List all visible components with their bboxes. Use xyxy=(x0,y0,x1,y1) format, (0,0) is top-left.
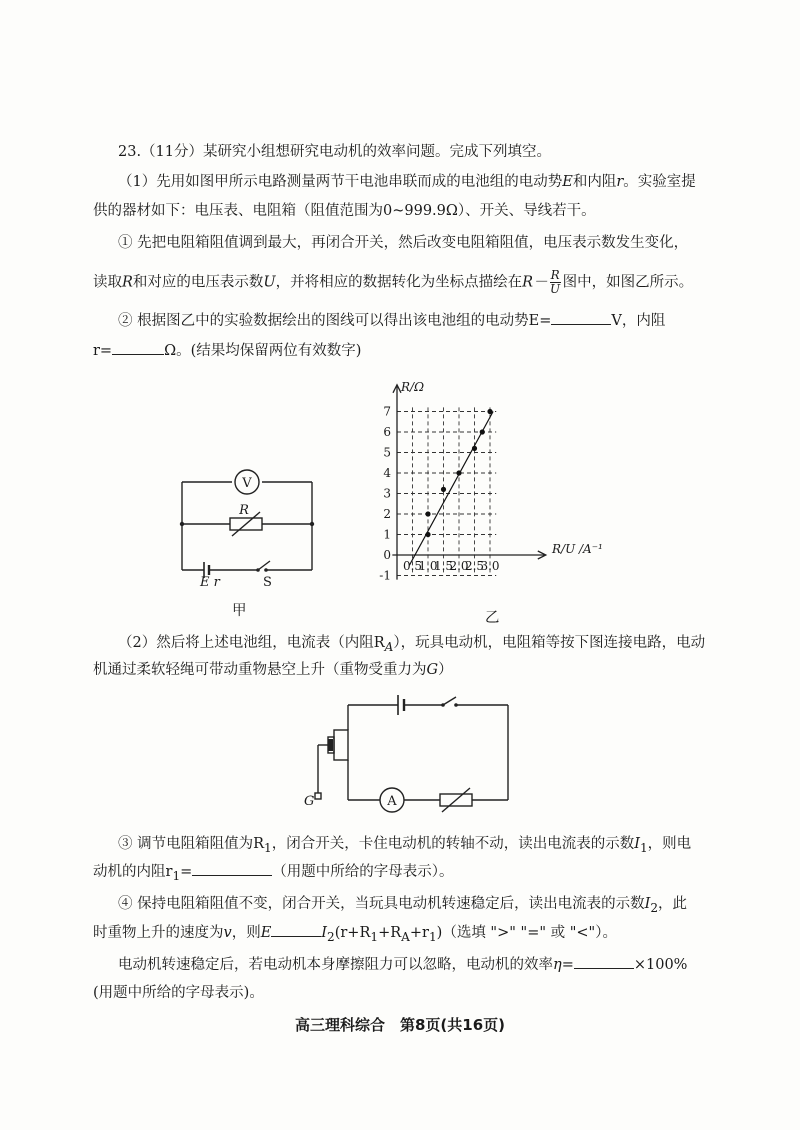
data-point xyxy=(472,446,477,451)
ammeter-label: A xyxy=(387,794,397,809)
x-tick-label: 3.0 xyxy=(480,559,500,573)
weight-label: G xyxy=(304,794,315,809)
y-tick-label: 2 xyxy=(383,507,391,521)
y-tick-label: 6 xyxy=(383,425,391,439)
step4-line2: 时重物上升的速度为v，则E $I_2(r+R_1+R_A+r_1)$（选填 ">" "=" 或 "<"）。 xyxy=(93,925,617,944)
part1-line1: （1）先用如图甲所示电路测量两节干电池串联而成的电池组的电动势E和内阻r。实验室提 xyxy=(118,174,696,190)
x-tick-label: 1.0 xyxy=(418,559,438,573)
fit-line xyxy=(409,412,493,566)
circuit-diagram-motor xyxy=(300,685,530,820)
data-point xyxy=(456,470,461,475)
r-over-u-fraction: $\frac{R}{U}$ xyxy=(550,268,561,296)
y-tick-label: 3 xyxy=(383,486,391,501)
data-point xyxy=(441,487,446,492)
question-header: 23.（11分）某研究小组想研究电动机的效率问题。完成下列填空。 xyxy=(118,144,552,160)
efficiency-line1: 电动机转速稳定后，若电动机本身摩擦阻力可以忽略，电动机的效率η= ×100% xyxy=(118,957,688,973)
x-tick-label: 2.5 xyxy=(464,559,485,573)
step1-line2: 读取R和对应的电压表示数U，并将相应的数据转化为坐标点描绘在R－ $\frac{R}{U}$ 图中，如图乙所示。 xyxy=(93,268,694,296)
efficiency-answer-blank[interactable] xyxy=(574,968,634,969)
y-tick-label: 7 xyxy=(383,404,391,419)
x-tick-label: 2.0 xyxy=(449,559,469,573)
step2-line2: r= Ω。(结果均保留两位有效数字) xyxy=(93,343,362,359)
part2-line1: （2）然后将上述电池组，电流表（内阻$R_A$），玩具电动机，电阻箱等按下图连接电路，电动 xyxy=(118,635,706,654)
resistor-label: R xyxy=(239,503,249,518)
part2-line2: 机通过柔软轻绳可带动重物悬空上升（重物受重力为G） xyxy=(93,662,453,678)
efficiency-line2: (用题中所给的字母表示)。 xyxy=(93,985,264,1001)
voltmeter-label: V xyxy=(242,476,252,491)
y-tick-label: -1 xyxy=(379,568,391,583)
chart-yi xyxy=(360,365,620,595)
emf-answer-blank[interactable] xyxy=(551,324,611,325)
comparison-answer-blank[interactable] xyxy=(271,936,321,937)
step1-line1: ① 先把电阻箱阻值调到最大，再闭合开关，然后改变电阻箱阻值，电压表示数发生变化， xyxy=(118,235,689,251)
circuit-diagram-jia xyxy=(170,460,330,595)
data-point xyxy=(425,532,430,537)
motor-resistance-answer-blank[interactable] xyxy=(192,875,272,876)
x-tick-label: 1.5 xyxy=(433,559,454,573)
step3-line1: ③ 调节电阻箱阻值为$R_1$，闭合开关，卡住电动机的转轴不动，读出电流表的示数$I_1$，则电 xyxy=(118,836,692,855)
data-point xyxy=(425,511,430,516)
switch-label: S xyxy=(263,575,272,590)
page-footer: 高三理科综合 第8页(共16页) xyxy=(294,1016,506,1034)
y-axis-label: R/Ω xyxy=(401,379,425,394)
caption-jia: 甲 xyxy=(232,603,247,619)
x-tick-label: 0.5 xyxy=(402,559,423,573)
x-axis-label: R/U /A⁻¹ xyxy=(552,542,603,556)
step2-line1: ② 根据图乙中的实验数据绘出的图线可以得出该电池组的电动势E= V，内阻 xyxy=(118,313,666,329)
y-tick-label: 1 xyxy=(383,527,391,542)
battery-label: E r xyxy=(200,575,220,590)
data-point xyxy=(480,429,485,434)
y-tick-label: 5 xyxy=(383,445,391,460)
y-tick-label: 0 xyxy=(383,548,391,562)
data-point xyxy=(487,409,492,414)
internal-resistance-answer-blank[interactable] xyxy=(112,354,164,355)
step4-line1: ④ 保持电阻箱阻值不变，闭合开关，当玩具电动机转速稳定后，读出电流表的示数$I_2$，此 xyxy=(118,896,688,915)
y-tick-label: 4 xyxy=(383,466,391,480)
part1-line2: 供的器材如下：电压表、电阻箱（阻值范围为0~999.9Ω）、开关、导线若干。 xyxy=(93,203,596,219)
caption-yi: 乙 xyxy=(485,610,500,626)
step3-line2: 动机的内阻$r_1=$ （用题中所给的字母表示）。 xyxy=(93,864,454,883)
